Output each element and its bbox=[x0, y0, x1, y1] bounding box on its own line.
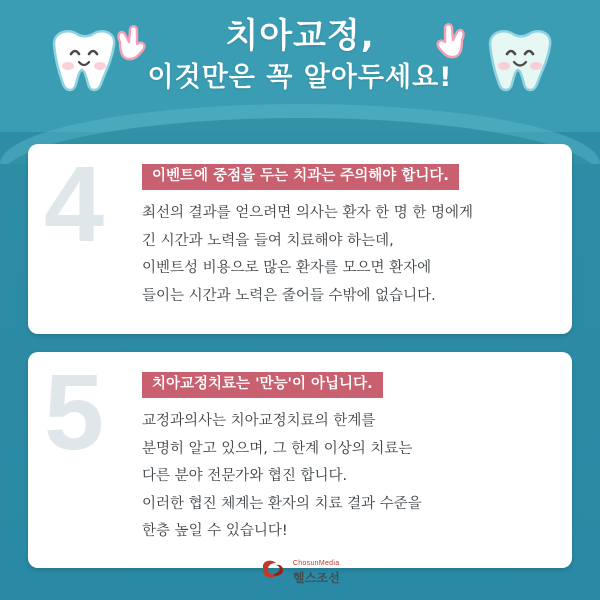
tip-line: 들이는 시간과 노력은 줄어들 수밖에 없습니다. bbox=[142, 287, 436, 304]
logo-text bbox=[293, 553, 340, 587]
title-line-2: 이것만은 꼭 알아두세요! bbox=[147, 62, 453, 93]
chosun-media-mark-icon bbox=[260, 557, 286, 583]
tip-headline-badge: 치아교정치료는 '만능'이 아닙니다. bbox=[142, 372, 383, 398]
poster-header bbox=[0, 0, 600, 126]
tip-paragraph bbox=[142, 410, 550, 542]
tip-line: 최선의 결과를 얻으려면 의사는 환자 한 명 한 명에게 bbox=[142, 205, 474, 222]
tip-card bbox=[28, 352, 572, 568]
title-line-1: 치아교정, bbox=[225, 16, 375, 56]
tip-line: 교정과의사는 치아교정치료의 한계를 bbox=[142, 413, 376, 430]
tip-line: 분명히 알고 있으며, 그 한계 이상의 치료는 bbox=[142, 440, 413, 457]
tip-line: 이러한 협진 체계는 환자의 치료 결과 수준을 bbox=[142, 495, 422, 512]
logo-row bbox=[260, 553, 340, 587]
tip-card-list bbox=[0, 126, 600, 568]
tip-line: 긴 시간과 노력을 들여 치료해야 하는데, bbox=[142, 232, 394, 249]
tip-line: 이벤트성 비용으로 많은 환자를 모으면 환자에 bbox=[142, 260, 432, 277]
tip-line: 한층 높일 수 있습니다! bbox=[142, 523, 288, 540]
tip-number: 4 bbox=[44, 144, 105, 264]
page-title bbox=[0, 14, 600, 98]
tip-headline-badge: 이벤트에 중점을 두는 치과는 주의해야 합니다. bbox=[142, 164, 459, 190]
tip-card bbox=[28, 144, 572, 334]
footer-logo bbox=[0, 553, 600, 588]
tip-card-body bbox=[142, 164, 550, 307]
tip-line: 다른 분야 전문가와 협진 합니다. bbox=[142, 468, 348, 485]
logo-brand-en: ChosunMedia bbox=[292, 560, 340, 568]
logo-brand-ko: 헬스조선 bbox=[292, 571, 341, 585]
tip-card-body bbox=[142, 372, 550, 543]
tip-paragraph bbox=[142, 202, 550, 307]
tip-number: 5 bbox=[44, 352, 105, 472]
